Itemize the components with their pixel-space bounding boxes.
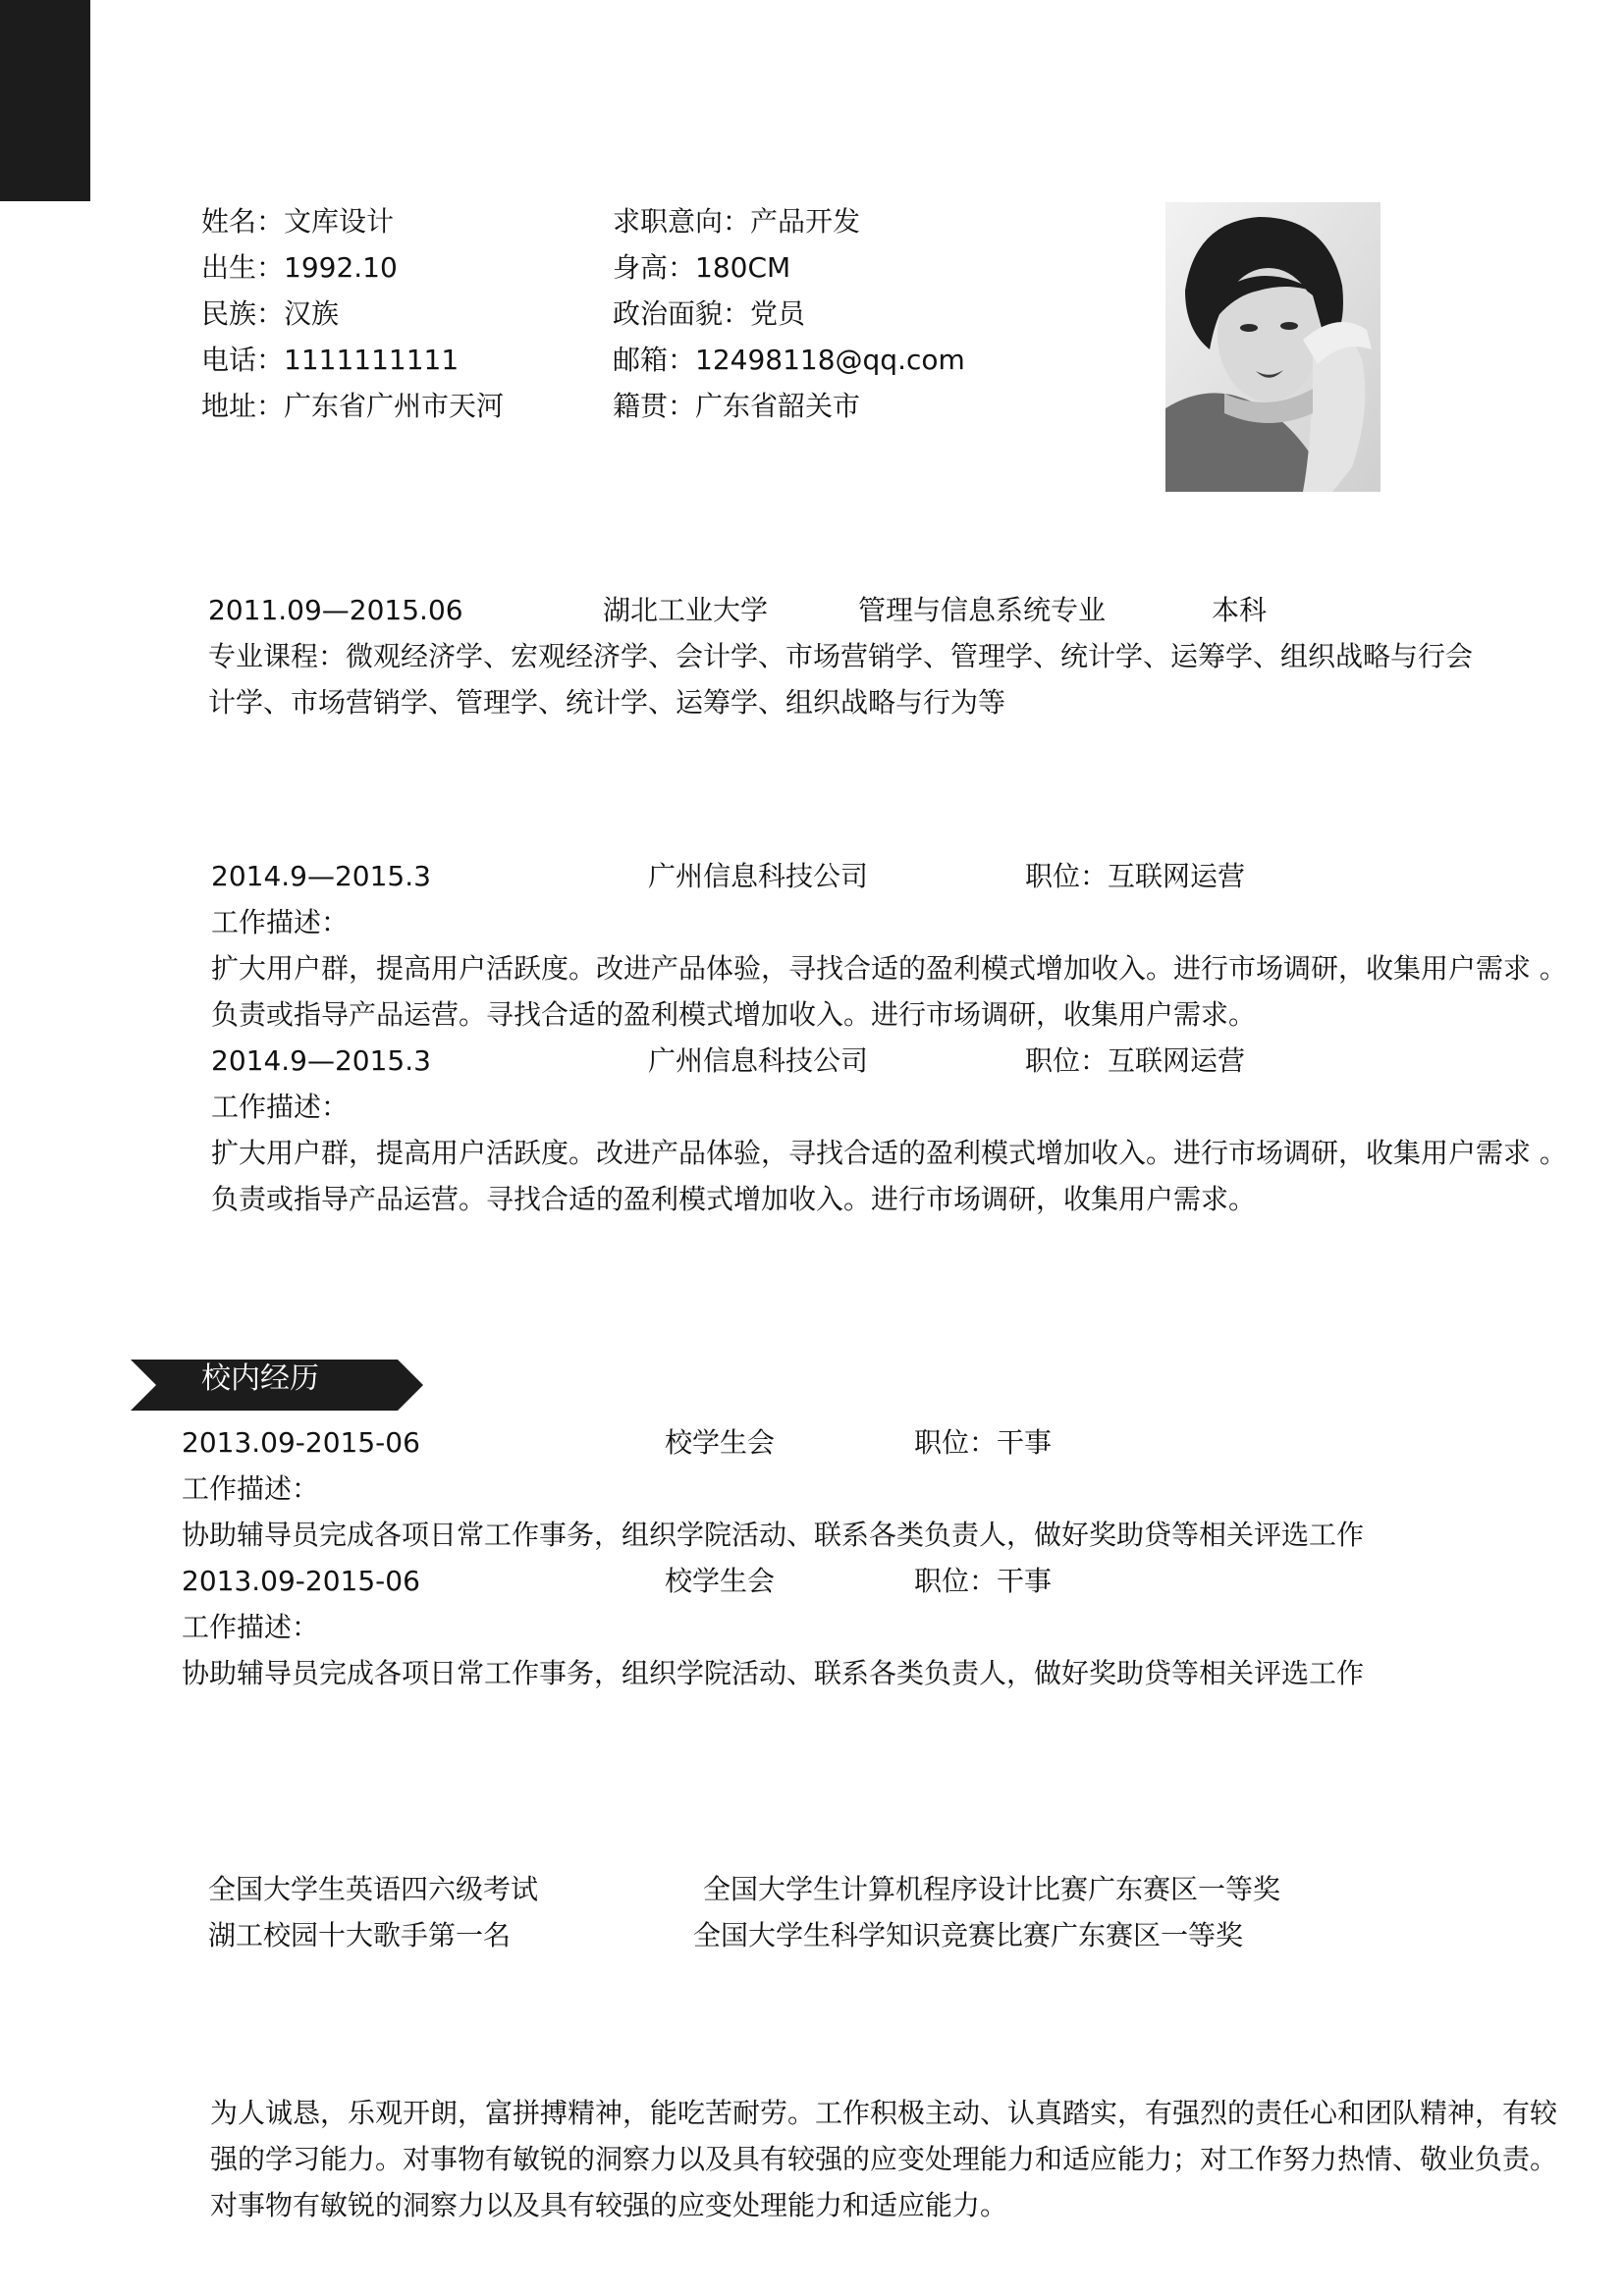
campus-desc: 协助辅导员完成各项日常工作事务，组织学院活动、联系各类负责人，做好奖助贷等相关评选工作 bbox=[182, 1657, 1365, 1689]
work-desc-label: 工作描述： bbox=[211, 1091, 350, 1123]
self-eval-line1: 为人诚恳，乐观开朗，富拼搏精神，能吃苦耐劳。工作积极主动、认真踏实，有强烈的责任心和团队精神，有较 bbox=[210, 2097, 1558, 2129]
profile-photo bbox=[1165, 202, 1380, 492]
campus-desc-label: 工作描述： bbox=[182, 1472, 320, 1505]
award-item: 湖工校园十大歌手第一名 bbox=[208, 1919, 512, 1951]
work-company: 广州信息科技公司 bbox=[648, 860, 869, 892]
corner-decoration-block bbox=[0, 0, 90, 201]
personal-ethnicity: 民族：汉族 bbox=[201, 297, 340, 330]
personal-address: 地址：广东省广州市天河 bbox=[201, 390, 505, 422]
campus-desc-label: 工作描述： bbox=[182, 1611, 320, 1643]
personal-birth: 出生：1992.10 bbox=[201, 251, 398, 284]
work-period: 2014.9—2015.3 bbox=[211, 860, 431, 892]
personal-email: 邮箱：12498118@qq.com bbox=[613, 344, 965, 376]
campus-desc: 协助辅导员完成各项日常工作事务，组织学院活动、联系各类负责人，做好奖助贷等相关评选工作 bbox=[182, 1519, 1365, 1551]
award-item: 全国大学生科学知识竞赛比赛广东赛区一等奖 bbox=[693, 1919, 1244, 1951]
self-eval-line3: 对事物有敏锐的洞察力以及具有较强的应变处理能力和适应能力。 bbox=[210, 2189, 1008, 2221]
work-company: 广州信息科技公司 bbox=[648, 1044, 869, 1077]
section-title-campus: 校内经历 bbox=[201, 1362, 319, 1396]
work-desc-line1: 扩大用户群，提高用户活跃度。改进产品体验，寻找合适的盈利模式增加收入。进行市场调研，收集用户需求 。 bbox=[211, 1137, 1567, 1169]
work-position: 职位：互联网运营 bbox=[1025, 860, 1246, 892]
award-item: 全国大学生英语四六级考试 bbox=[208, 1873, 539, 1905]
work-desc-line1: 扩大用户群，提高用户活跃度。改进产品体验，寻找合适的盈利模式增加收入。进行市场调研，收集用户需求 。 bbox=[211, 952, 1567, 985]
campus-position: 职位：干事 bbox=[914, 1565, 1053, 1597]
campus-period: 2013.09-2015-06 bbox=[182, 1565, 420, 1597]
personal-phone: 电话：1111111111 bbox=[201, 344, 460, 376]
self-eval-line2: 强的学习能力。对事物有敏锐的洞察力以及具有较强的应变处理能力和适应能力；对工作努力热情、敬业负责。 bbox=[210, 2143, 1558, 2175]
education-period: 2011.09—2015.06 bbox=[208, 594, 463, 626]
personal-name: 姓名：文库设计 bbox=[201, 205, 395, 238]
award-item: 全国大学生计算机程序设计比赛广东赛区一等奖 bbox=[703, 1873, 1281, 1905]
campus-position: 职位：干事 bbox=[914, 1426, 1053, 1459]
education-courses-line2: 计学、市场营销学、管理学、统计学、运筹学、组织战略与行为等 bbox=[208, 686, 1006, 719]
education-degree: 本科 bbox=[1212, 594, 1268, 626]
personal-origin: 籍贯：广东省韶关市 bbox=[613, 390, 861, 422]
work-period: 2014.9—2015.3 bbox=[211, 1044, 431, 1077]
work-desc-label: 工作描述： bbox=[211, 906, 350, 938]
work-desc-line2: 负责或指导产品运营。寻找合适的盈利模式增加收入。进行市场调研，收集用户需求。 bbox=[211, 998, 1257, 1031]
education-major: 管理与信息系统专业 bbox=[858, 594, 1107, 626]
work-desc-line2: 负责或指导产品运营。寻找合适的盈利模式增加收入。进行市场调研，收集用户需求。 bbox=[211, 1183, 1257, 1215]
personal-height: 身高：180CM bbox=[613, 251, 791, 284]
personal-political: 政治面貌：党员 bbox=[613, 297, 806, 330]
campus-org: 校学生会 bbox=[665, 1565, 776, 1597]
education-school: 湖北工业大学 bbox=[603, 594, 769, 626]
personal-objective: 求职意向：产品开发 bbox=[613, 205, 861, 238]
campus-org: 校学生会 bbox=[665, 1426, 776, 1459]
section-banner-campus bbox=[131, 1360, 423, 1411]
work-position: 职位：互联网运营 bbox=[1025, 1044, 1246, 1077]
education-courses-line1: 专业课程：微观经济学、宏观经济学、会计学、市场营销学、管理学、统计学、运筹学、组织战略与行会 bbox=[208, 640, 1474, 672]
campus-period: 2013.09-2015-06 bbox=[182, 1426, 420, 1459]
